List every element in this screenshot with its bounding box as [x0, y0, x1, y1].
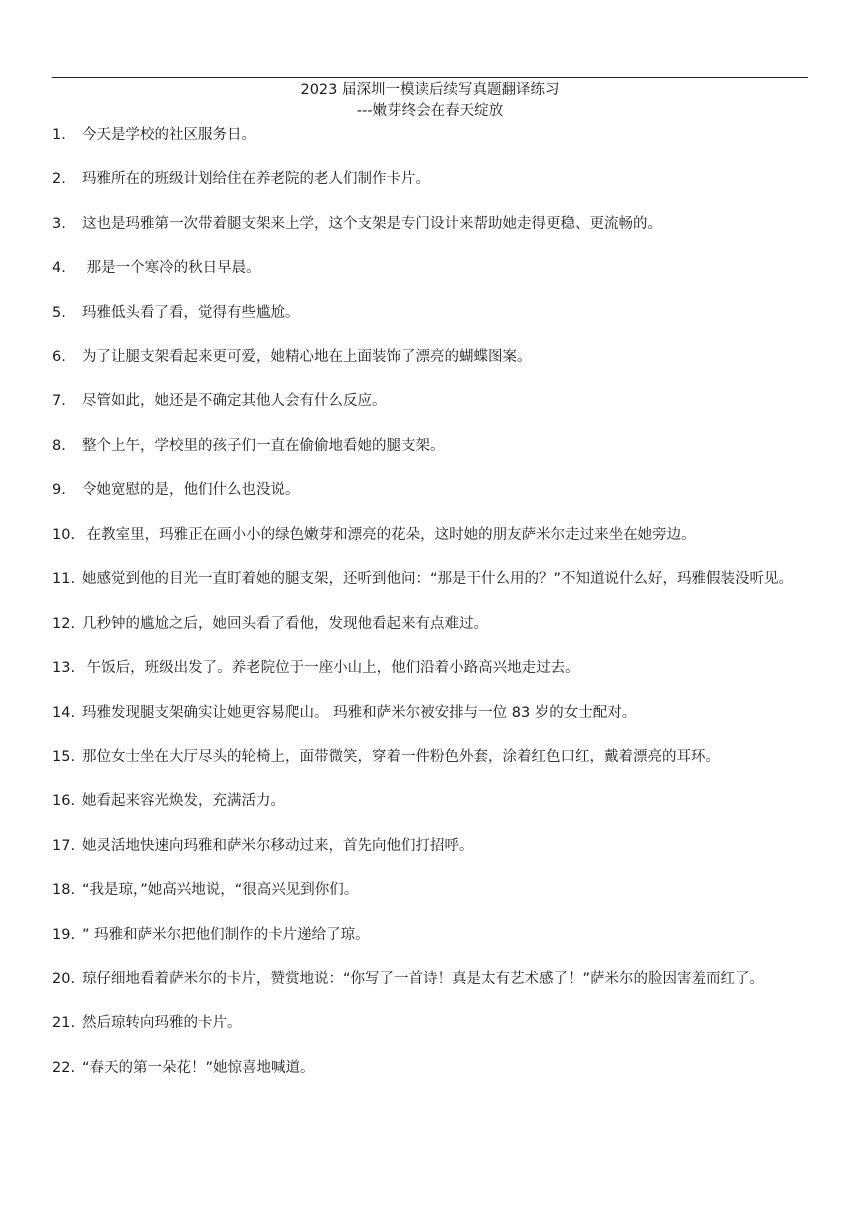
document-title: 2023 届深圳一模读后续写真题翻译练习 [300, 82, 560, 98]
sentence-number: 18. [52, 882, 76, 899]
sentence-item [52, 436, 812, 457]
sentence-text: 整个上午，学校里的孩子们一直在偷偷地看她的腿支架。 [82, 437, 445, 454]
sentence-number: 2. [52, 171, 66, 188]
sentence-number: 8. [52, 437, 66, 454]
sentence-text: 玛雅所在的班级计划给住在养老院的老人们制作卡片。 [82, 171, 430, 188]
sentence-item [52, 1058, 812, 1079]
sentence-text: 这也是玛雅第一次带着腿支架来上学，这个支架是专门设计来帮助她走得更稳、更流畅的。 [82, 215, 662, 232]
sentence-text: 玛雅发现腿支架确实让她更容易爬山。 玛雅和萨米尔被安排与一位 83 岁的女士配对。 [82, 704, 637, 721]
sentence-number: 11. [52, 570, 76, 587]
sentence-number: 14. [52, 704, 76, 721]
sentence-item [52, 836, 812, 857]
sentence-item [52, 169, 812, 190]
sentence-text: 在教室里，玛雅正在画小小的绿色嫩芽和漂亮的花朵，这时她的朋友萨米尔走过来坐在她旁边。 [82, 526, 696, 543]
sentence-number: 12. [52, 615, 76, 632]
sentence-item [52, 880, 812, 901]
sentence-item [52, 791, 812, 812]
sentence-item [52, 1013, 812, 1034]
sentence-number: 4. [52, 260, 66, 277]
sentence-item [52, 214, 812, 235]
sentence-item [52, 525, 812, 546]
sentence-text: 她感觉到他的目光一直盯着她的腿支架，还听到他问：“那是干什么用的？”不知道说什么好，玛雅假装没听见。 [82, 570, 794, 587]
sentence-item [52, 925, 812, 946]
sentence-number: 17. [52, 837, 76, 854]
sentence-text: 玛雅低头看了看，觉得有些尴尬。 [82, 304, 300, 321]
sentence-text: 然后琼转向玛雅的卡片。 [82, 1015, 242, 1032]
sentence-item [52, 391, 812, 412]
sentence-text: “春天的第一朵花！”她惊喜地喊道。 [82, 1059, 315, 1076]
sentence-text: 那位女士坐在大厅尽头的轮椅上，面带微笑，穿着一件粉色外套，涂着红色口红，戴着漂亮的耳环。 [82, 749, 720, 766]
sentence-item [52, 614, 812, 635]
sentence-list [52, 125, 812, 1102]
sentence-text: 令她宽慰的是，他们什么也没说。 [82, 482, 300, 499]
sentence-number: 21. [52, 1015, 76, 1032]
document-subtitle: ---嫩芽终会在春天绽放 [356, 103, 504, 119]
sentence-item [52, 703, 812, 724]
sentence-item [52, 658, 812, 679]
sentence-item [52, 747, 812, 768]
sentence-text: 她灵活地快速向玛雅和萨米尔移动过来，首先向他们打招呼。 [82, 837, 474, 854]
sentence-text: “我是琼，”她高兴地说，“很高兴见到你们。 [82, 882, 359, 899]
sentence-number: 3. [52, 215, 66, 232]
sentence-item [52, 480, 812, 501]
sentence-number: 22. [52, 1059, 76, 1076]
sentence-text: 那是一个寒冷的秋日早晨。 [82, 260, 261, 277]
sentence-item [52, 569, 812, 590]
sentence-text: 尽管如此，她还是不确定其他人会有什么反应。 [82, 393, 387, 410]
sentence-number: 13. [52, 660, 76, 677]
sentence-text: 午饭后，班级出发了。养老院位于一座小山上，他们沿着小路高兴地走过去。 [82, 660, 580, 677]
sentence-number: 20. [52, 971, 76, 988]
header-rule [52, 77, 808, 78]
sentence-number: 9. [52, 482, 66, 499]
document-header [52, 80, 808, 122]
sentence-number: 15. [52, 749, 76, 766]
sentence-number: 1. [52, 127, 66, 143]
sentence-text: ” 玛雅和萨米尔把他们制作的卡片递给了琼。 [82, 926, 370, 943]
sentence-item [52, 969, 812, 990]
sentence-number: 10. [52, 526, 76, 543]
sentence-number: 7. [52, 393, 66, 410]
sentence-number: 6. [52, 348, 66, 365]
sentence-item [52, 125, 812, 146]
sentence-number: 16. [52, 793, 76, 810]
sentence-text: 今天是学校的社区服务日。 [82, 127, 256, 143]
sentence-item [52, 258, 812, 279]
sentence-text: 她看起来容光焕发，充满活力。 [82, 793, 285, 810]
sentence-text: 琼仔细地看着萨米尔的卡片，赞赏地说：“你写了一首诗！真是太有艺术感了！”萨米尔的脸因害羞而红了。 [82, 971, 765, 988]
sentence-text: 几秒钟的尴尬之后，她回头看了看他，发现他看起来有点难过。 [82, 615, 488, 632]
sentence-number: 19. [52, 926, 76, 943]
sentence-text: 为了让腿支架看起来更可爱，她精心地在上面装饰了漂亮的蝴蝶图案。 [82, 348, 532, 365]
sentence-item [52, 347, 812, 368]
sentence-number: 5. [52, 304, 66, 321]
sentence-item [52, 303, 812, 324]
